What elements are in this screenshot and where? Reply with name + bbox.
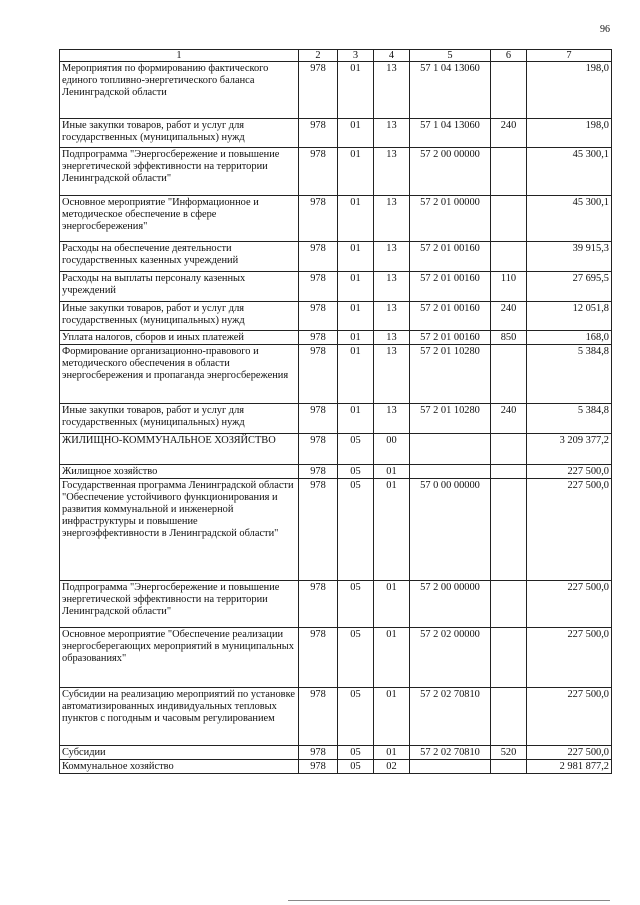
cell-section: 05 [338,465,374,479]
cell-expense-type: 520 [491,746,527,760]
table-row [60,331,612,345]
cell-subsection: 13 [374,272,410,302]
cell-name: Субсидии на реализацию мероприятий по установке автоматизированных индивидуальных тепловых пунктов с погодным и часовым регулированием [60,688,299,746]
cell-subsection: 13 [374,302,410,331]
cell-admin-code: 978 [299,62,338,119]
cell-name: Мероприятия по формированию фактического единого топливно-энергетического баланса Ленинградской области [60,62,299,119]
table-row [60,148,612,196]
cell-subsection: 01 [374,628,410,688]
cell-section: 05 [338,628,374,688]
cell-expense-type [491,479,527,581]
cell-target-article: 57 2 01 00160 [410,242,491,272]
cell-subsection: 13 [374,242,410,272]
cell-expense-type: 850 [491,331,527,345]
cell-subsection: 02 [374,760,410,774]
cell-admin-code: 978 [299,196,338,242]
cell-section: 01 [338,148,374,196]
cell-subsection: 13 [374,345,410,404]
bottom-rule [288,900,610,901]
cell-target-article: 57 2 01 00160 [410,272,491,302]
table-row [60,434,612,465]
cell-section: 01 [338,404,374,434]
cell-amount: 227 500,0 [527,746,612,760]
header-col-3: 3 [338,50,374,62]
cell-expense-type [491,148,527,196]
cell-target-article [410,434,491,465]
cell-amount: 5 384,8 [527,345,612,404]
cell-section: 01 [338,331,374,345]
cell-amount: 2 981 877,2 [527,760,612,774]
cell-amount: 5 384,8 [527,404,612,434]
cell-expense-type [491,345,527,404]
cell-name: Основное мероприятие "Информационное и методическое обеспечение в сфере энергосбережения" [60,196,299,242]
cell-admin-code: 978 [299,760,338,774]
cell-expense-type: 240 [491,302,527,331]
cell-expense-type [491,242,527,272]
cell-target-article: 57 1 04 13060 [410,62,491,119]
cell-section: 01 [338,272,374,302]
cell-name: Субсидии [60,746,299,760]
cell-section: 01 [338,345,374,404]
table-row [60,272,612,302]
table-row [60,119,612,148]
cell-subsection: 01 [374,746,410,760]
cell-section: 05 [338,746,374,760]
header-row [60,50,612,62]
cell-target-article: 57 2 02 70810 [410,746,491,760]
cell-section: 01 [338,119,374,148]
cell-section: 05 [338,479,374,581]
cell-expense-type [491,196,527,242]
cell-amount: 227 500,0 [527,465,612,479]
cell-admin-code: 978 [299,434,338,465]
cell-subsection: 00 [374,434,410,465]
cell-expense-type [491,465,527,479]
cell-target-article: 57 2 01 10280 [410,404,491,434]
table-row [60,242,612,272]
cell-expense-type [491,760,527,774]
cell-target-article: 57 2 01 00160 [410,331,491,345]
header-col-1: 1 [60,50,299,62]
cell-name: Расходы на обеспечение деятельности государственных казенных учреждений [60,242,299,272]
cell-amount: 39 915,3 [527,242,612,272]
header-col-2: 2 [299,50,338,62]
cell-amount: 45 300,1 [527,148,612,196]
cell-admin-code: 978 [299,302,338,331]
cell-subsection: 13 [374,404,410,434]
cell-target-article: 57 2 00 00000 [410,581,491,628]
header-col-6: 6 [491,50,527,62]
cell-subsection: 01 [374,581,410,628]
table-row [60,479,612,581]
cell-subsection: 01 [374,465,410,479]
table-row [60,62,612,119]
cell-amount: 198,0 [527,119,612,148]
cell-subsection: 13 [374,62,410,119]
table-row [60,302,612,331]
cell-target-article: 57 2 01 10280 [410,345,491,404]
cell-admin-code: 978 [299,119,338,148]
header-col-4: 4 [374,50,410,62]
cell-section: 01 [338,196,374,242]
cell-amount: 12 051,8 [527,302,612,331]
cell-name: Уплата налогов, сборов и иных платежей [60,331,299,345]
cell-admin-code: 978 [299,465,338,479]
table-row [60,628,612,688]
cell-name: Подпрограмма "Энергосбережение и повышение энергетической эффективности на территории Ленинградской области" [60,148,299,196]
cell-admin-code: 978 [299,628,338,688]
cell-name: Формирование организационно-правового и методического обеспечения в области энергосбережения и пропаганда энергосбережения [60,345,299,404]
cell-amount: 227 500,0 [527,479,612,581]
page-number: 96 [600,24,610,35]
cell-amount: 227 500,0 [527,688,612,746]
cell-admin-code: 978 [299,148,338,196]
cell-expense-type: 240 [491,119,527,148]
cell-target-article: 57 1 04 13060 [410,119,491,148]
cell-target-article: 57 2 00 00000 [410,148,491,196]
header-col-5: 5 [410,50,491,62]
cell-admin-code: 978 [299,581,338,628]
cell-amount: 227 500,0 [527,628,612,688]
cell-admin-code: 978 [299,331,338,345]
cell-amount: 45 300,1 [527,196,612,242]
cell-subsection: 13 [374,148,410,196]
cell-admin-code: 978 [299,688,338,746]
cell-name: Жилищное хозяйство [60,465,299,479]
cell-section: 05 [338,760,374,774]
table-row [60,746,612,760]
cell-section: 01 [338,242,374,272]
cell-subsection: 13 [374,119,410,148]
cell-admin-code: 978 [299,479,338,581]
cell-expense-type [491,628,527,688]
table-row [60,404,612,434]
table-row [60,760,612,774]
cell-name: ЖИЛИЩНО-КОММУНАЛЬНОЕ ХОЗЯЙСТВО [60,434,299,465]
header-col-7: 7 [527,50,612,62]
cell-section: 01 [338,302,374,331]
cell-amount: 168,0 [527,331,612,345]
table-row [60,465,612,479]
table-row [60,345,612,404]
cell-name: Иные закупки товаров, работ и услуг для государственных (муниципальных) нужд [60,302,299,331]
cell-name: Иные закупки товаров, работ и услуг для государственных (муниципальных) нужд [60,404,299,434]
cell-name: Иные закупки товаров, работ и услуг для государственных (муниципальных) нужд [60,119,299,148]
cell-name: Коммунальное хозяйство [60,760,299,774]
cell-section: 01 [338,62,374,119]
cell-expense-type [491,434,527,465]
table-row [60,581,612,628]
cell-subsection: 01 [374,479,410,581]
cell-amount: 3 209 377,2 [527,434,612,465]
cell-name: Расходы на выплаты персоналу казенных учреждений [60,272,299,302]
cell-amount: 198,0 [527,62,612,119]
cell-target-article: 57 2 01 00000 [410,196,491,242]
cell-name: Основное мероприятие "Обеспечение реализации энергосберегающих мероприятий в муниципальных образованиях" [60,628,299,688]
cell-admin-code: 978 [299,272,338,302]
cell-expense-type: 240 [491,404,527,434]
cell-subsection: 13 [374,196,410,242]
table-row [60,196,612,242]
cell-target-article: 57 0 00 00000 [410,479,491,581]
cell-section: 05 [338,688,374,746]
cell-expense-type [491,581,527,628]
cell-subsection: 01 [374,688,410,746]
cell-subsection: 13 [374,331,410,345]
cell-expense-type [491,688,527,746]
cell-name: Государственная программа Ленинградской области "Обеспечение устойчивого функционирования и развития коммунальной и инженерной инфраструктуры и повышение энергоэффективности в Ленинградской области" [60,479,299,581]
cell-target-article [410,760,491,774]
cell-expense-type [491,62,527,119]
cell-target-article: 57 2 02 70810 [410,688,491,746]
cell-admin-code: 978 [299,404,338,434]
cell-admin-code: 978 [299,345,338,404]
budget-table [59,49,612,774]
cell-admin-code: 978 [299,746,338,760]
cell-amount: 227 500,0 [527,581,612,628]
cell-target-article: 57 2 02 00000 [410,628,491,688]
cell-section: 05 [338,434,374,465]
cell-admin-code: 978 [299,242,338,272]
cell-name: Подпрограмма "Энергосбережение и повышение энергетической эффективности на территории Ленинградской области" [60,581,299,628]
cell-target-article: 57 2 01 00160 [410,302,491,331]
table-row [60,688,612,746]
cell-amount: 27 695,5 [527,272,612,302]
cell-expense-type: 110 [491,272,527,302]
cell-section: 05 [338,581,374,628]
cell-target-article [410,465,491,479]
